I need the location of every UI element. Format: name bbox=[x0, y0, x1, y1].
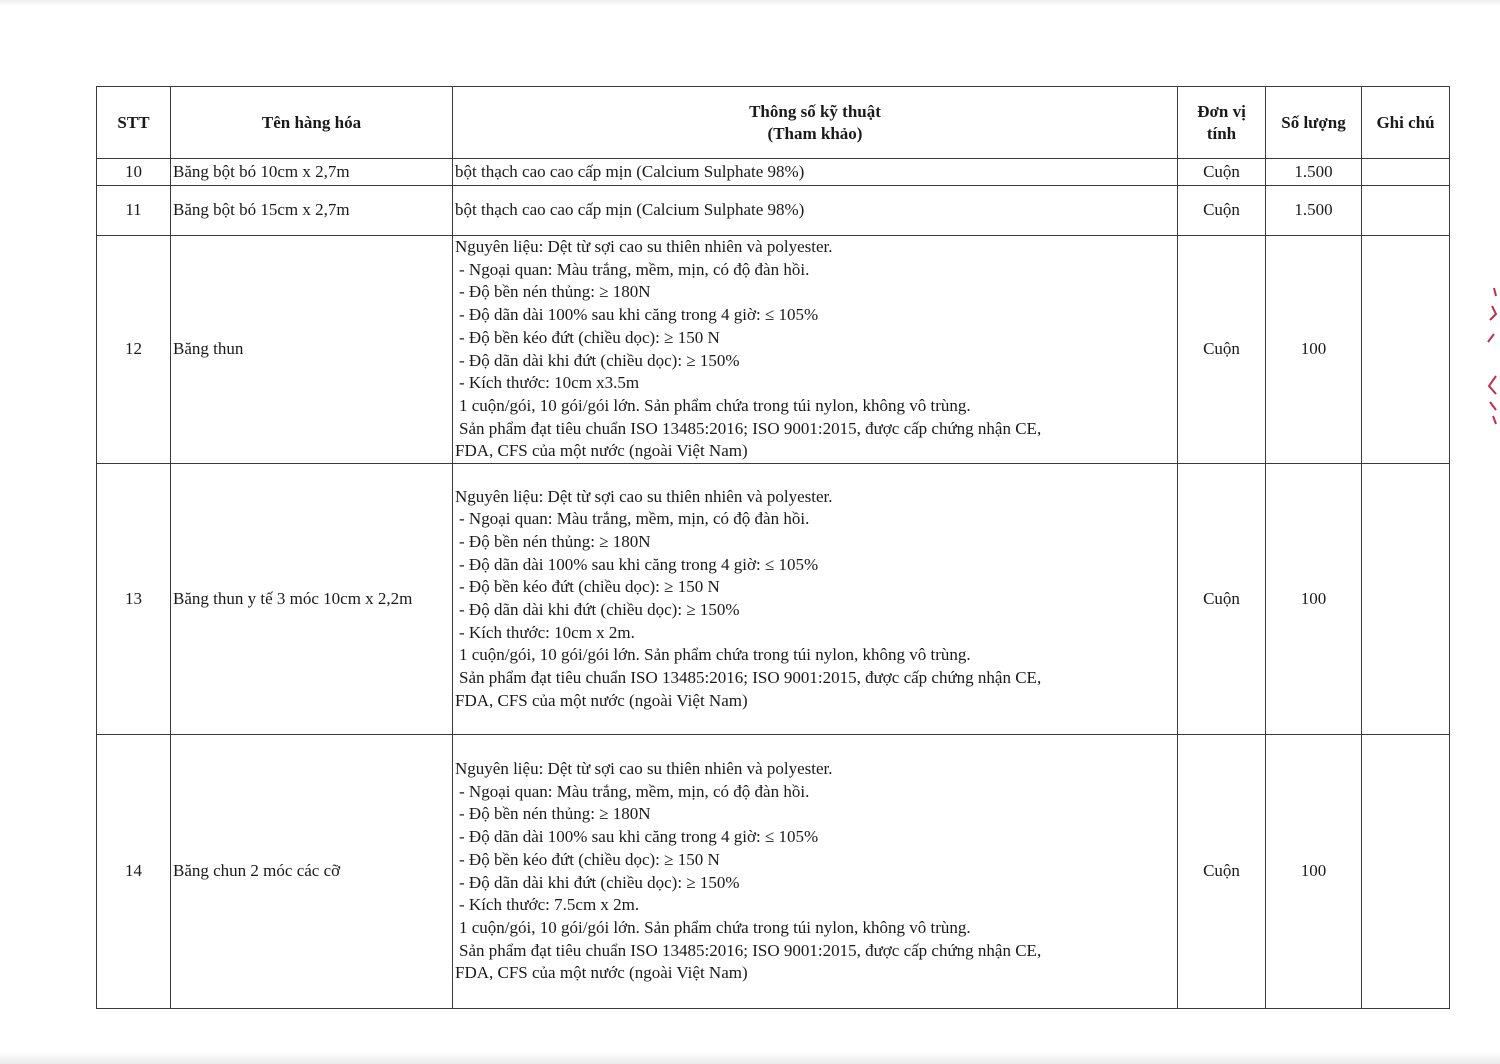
spec-line: - Kích thước: 10cm x3.5m bbox=[459, 373, 640, 393]
cell-unit: Cuộn bbox=[1178, 236, 1266, 464]
spec-line: - Độ dãn dài 100% sau khi căng trong 4 giờ: ≤ 105% bbox=[459, 554, 819, 574]
cell-unit: Cuộn bbox=[1178, 735, 1266, 1009]
spec-line: bột thạch cao cao cấp mịn (Calcium Sulphate 98%) bbox=[455, 200, 805, 220]
cell-stt: 11 bbox=[97, 186, 171, 236]
cell-specification bbox=[453, 159, 1178, 186]
table-row bbox=[97, 735, 1450, 1009]
table-row bbox=[97, 186, 1450, 236]
spec-line: Nguyên liệu: Dệt từ sợi cao su thiên nhiên và polyester. bbox=[455, 759, 833, 779]
cell-note bbox=[1362, 159, 1450, 186]
scan-edge-top bbox=[0, 0, 1500, 6]
table-row bbox=[97, 464, 1450, 735]
cell-item-name: Băng bột bó 15cm x 2,7m bbox=[171, 186, 453, 236]
header-specification bbox=[453, 87, 1178, 159]
header-spec-title: Thông số kỹ thuật bbox=[749, 101, 881, 121]
spec-line: - Độ dãn dài khi đứt (chiều dọc): ≥ 150% bbox=[459, 600, 740, 620]
header-item-name: Tên hàng hóa bbox=[171, 87, 453, 159]
cell-item-name: Băng chun 2 móc các cỡ bbox=[171, 735, 453, 1009]
table-row bbox=[97, 236, 1450, 464]
spec-line: Sản phẩm đạt tiêu chuẩn ISO 13485:2016; ISO 9001:2015, được cấp chứng nhận CE, bbox=[459, 940, 1042, 960]
cell-stt: 14 bbox=[97, 735, 171, 1009]
cell-stt: 10 bbox=[97, 159, 171, 186]
spec-line: Sản phẩm đạt tiêu chuẩn ISO 13485:2016; ISO 9001:2015, được cấp chứng nhận CE, bbox=[459, 418, 1042, 438]
cell-stt: 12 bbox=[97, 236, 171, 464]
cell-note bbox=[1362, 464, 1450, 735]
cell-quantity: 1.500 bbox=[1266, 186, 1362, 236]
spec-line: Nguyên liệu: Dệt từ sợi cao su thiên nhiên và polyester. bbox=[455, 486, 833, 506]
spec-line: FDA, CFS của một nước (ngoài Việt Nam) bbox=[455, 441, 748, 461]
cell-stt: 13 bbox=[97, 464, 171, 735]
spec-line: - Độ bền nén thủng: ≥ 180N bbox=[459, 531, 651, 551]
cell-specification bbox=[453, 236, 1178, 464]
spec-line: - Độ dãn dài khi đứt (chiều dọc): ≥ 150% bbox=[459, 350, 740, 370]
cell-item-name: Băng thun bbox=[171, 236, 453, 464]
cell-unit: Cuộn bbox=[1178, 186, 1266, 236]
cell-unit: Cuộn bbox=[1178, 464, 1266, 735]
spec-line: 1 cuộn/gói, 10 gói/gói lớn. Sản phẩm chứa trong túi nylon, không vô trùng. bbox=[459, 917, 971, 937]
cell-specification bbox=[453, 464, 1178, 735]
specification-table bbox=[96, 86, 1450, 1009]
header-unit bbox=[1178, 87, 1266, 159]
cell-specification bbox=[453, 186, 1178, 236]
spec-line: FDA, CFS của một nước (ngoài Việt Nam) bbox=[455, 690, 748, 710]
header-unit-line1: Đơn vị bbox=[1197, 101, 1246, 121]
cell-note bbox=[1362, 236, 1450, 464]
spec-line: - Ngoại quan: Màu trắng, mềm, mịn, có độ đàn hồi. bbox=[459, 781, 810, 801]
cell-item-name: Băng bột bó 10cm x 2,7m bbox=[171, 159, 453, 186]
spec-line: 1 cuộn/gói, 10 gói/gói lớn. Sản phẩm chứa trong túi nylon, không vô trùng. bbox=[459, 395, 971, 415]
cell-note bbox=[1362, 735, 1450, 1009]
cell-quantity: 100 bbox=[1266, 735, 1362, 1009]
spec-line: - Độ bền nén thủng: ≥ 180N bbox=[459, 804, 651, 824]
spec-line: FDA, CFS của một nước (ngoài Việt Nam) bbox=[455, 963, 748, 983]
header-quantity: Số lượng bbox=[1266, 87, 1362, 159]
header-stt: STT bbox=[97, 87, 171, 159]
table-header-row bbox=[97, 87, 1450, 159]
cell-unit: Cuộn bbox=[1178, 159, 1266, 186]
stamp-edge-mark bbox=[1484, 286, 1498, 426]
spec-line: 1 cuộn/gói, 10 gói/gói lớn. Sản phẩm chứa trong túi nylon, không vô trùng. bbox=[459, 645, 971, 665]
spec-line: - Độ bền nén thủng: ≥ 180N bbox=[459, 282, 651, 302]
table-row bbox=[97, 159, 1450, 186]
spec-line: - Độ bền kéo đứt (chiều dọc): ≥ 150 N bbox=[459, 849, 720, 869]
spec-line: - Ngoại quan: Màu trắng, mềm, mịn, có độ đàn hồi. bbox=[459, 509, 810, 529]
spec-line: - Độ dãn dài khi đứt (chiều dọc): ≥ 150% bbox=[459, 872, 740, 892]
cell-specification bbox=[453, 735, 1178, 1009]
spec-line: - Độ bền kéo đứt (chiều dọc): ≥ 150 N bbox=[459, 327, 720, 347]
spec-line: - Độ bền kéo đứt (chiều dọc): ≥ 150 N bbox=[459, 577, 720, 597]
cell-quantity: 100 bbox=[1266, 236, 1362, 464]
spec-line: - Độ dãn dài 100% sau khi căng trong 4 giờ: ≤ 105% bbox=[459, 305, 819, 325]
cell-quantity: 1.500 bbox=[1266, 159, 1362, 186]
spec-line: - Kích thước: 10cm x 2m. bbox=[459, 622, 635, 642]
table-body bbox=[97, 159, 1450, 1009]
spec-line: - Ngoại quan: Màu trắng, mềm, mịn, có độ đàn hồi. bbox=[459, 259, 810, 279]
spec-line: - Độ dãn dài 100% sau khi căng trong 4 giờ: ≤ 105% bbox=[459, 827, 819, 847]
spec-line: bột thạch cao cao cấp mịn (Calcium Sulphate 98%) bbox=[455, 161, 805, 181]
spec-line: Sản phẩm đạt tiêu chuẩn ISO 13485:2016; ISO 9001:2015, được cấp chứng nhận CE, bbox=[459, 668, 1042, 688]
scan-edge-bottom bbox=[0, 1052, 1500, 1064]
cell-quantity: 100 bbox=[1266, 464, 1362, 735]
header-unit-line2: tính bbox=[1206, 123, 1237, 143]
spec-line: - Kích thước: 7.5cm x 2m. bbox=[459, 895, 640, 915]
header-spec-subtitle: (Tham khảo) bbox=[767, 123, 863, 143]
spec-line: Nguyên liệu: Dệt từ sợi cao su thiên nhiên và polyester. bbox=[455, 237, 833, 256]
cell-item-name: Băng thun y tế 3 móc 10cm x 2,2m bbox=[171, 464, 453, 735]
cell-note bbox=[1362, 186, 1450, 236]
header-note: Ghi chú bbox=[1362, 87, 1450, 159]
